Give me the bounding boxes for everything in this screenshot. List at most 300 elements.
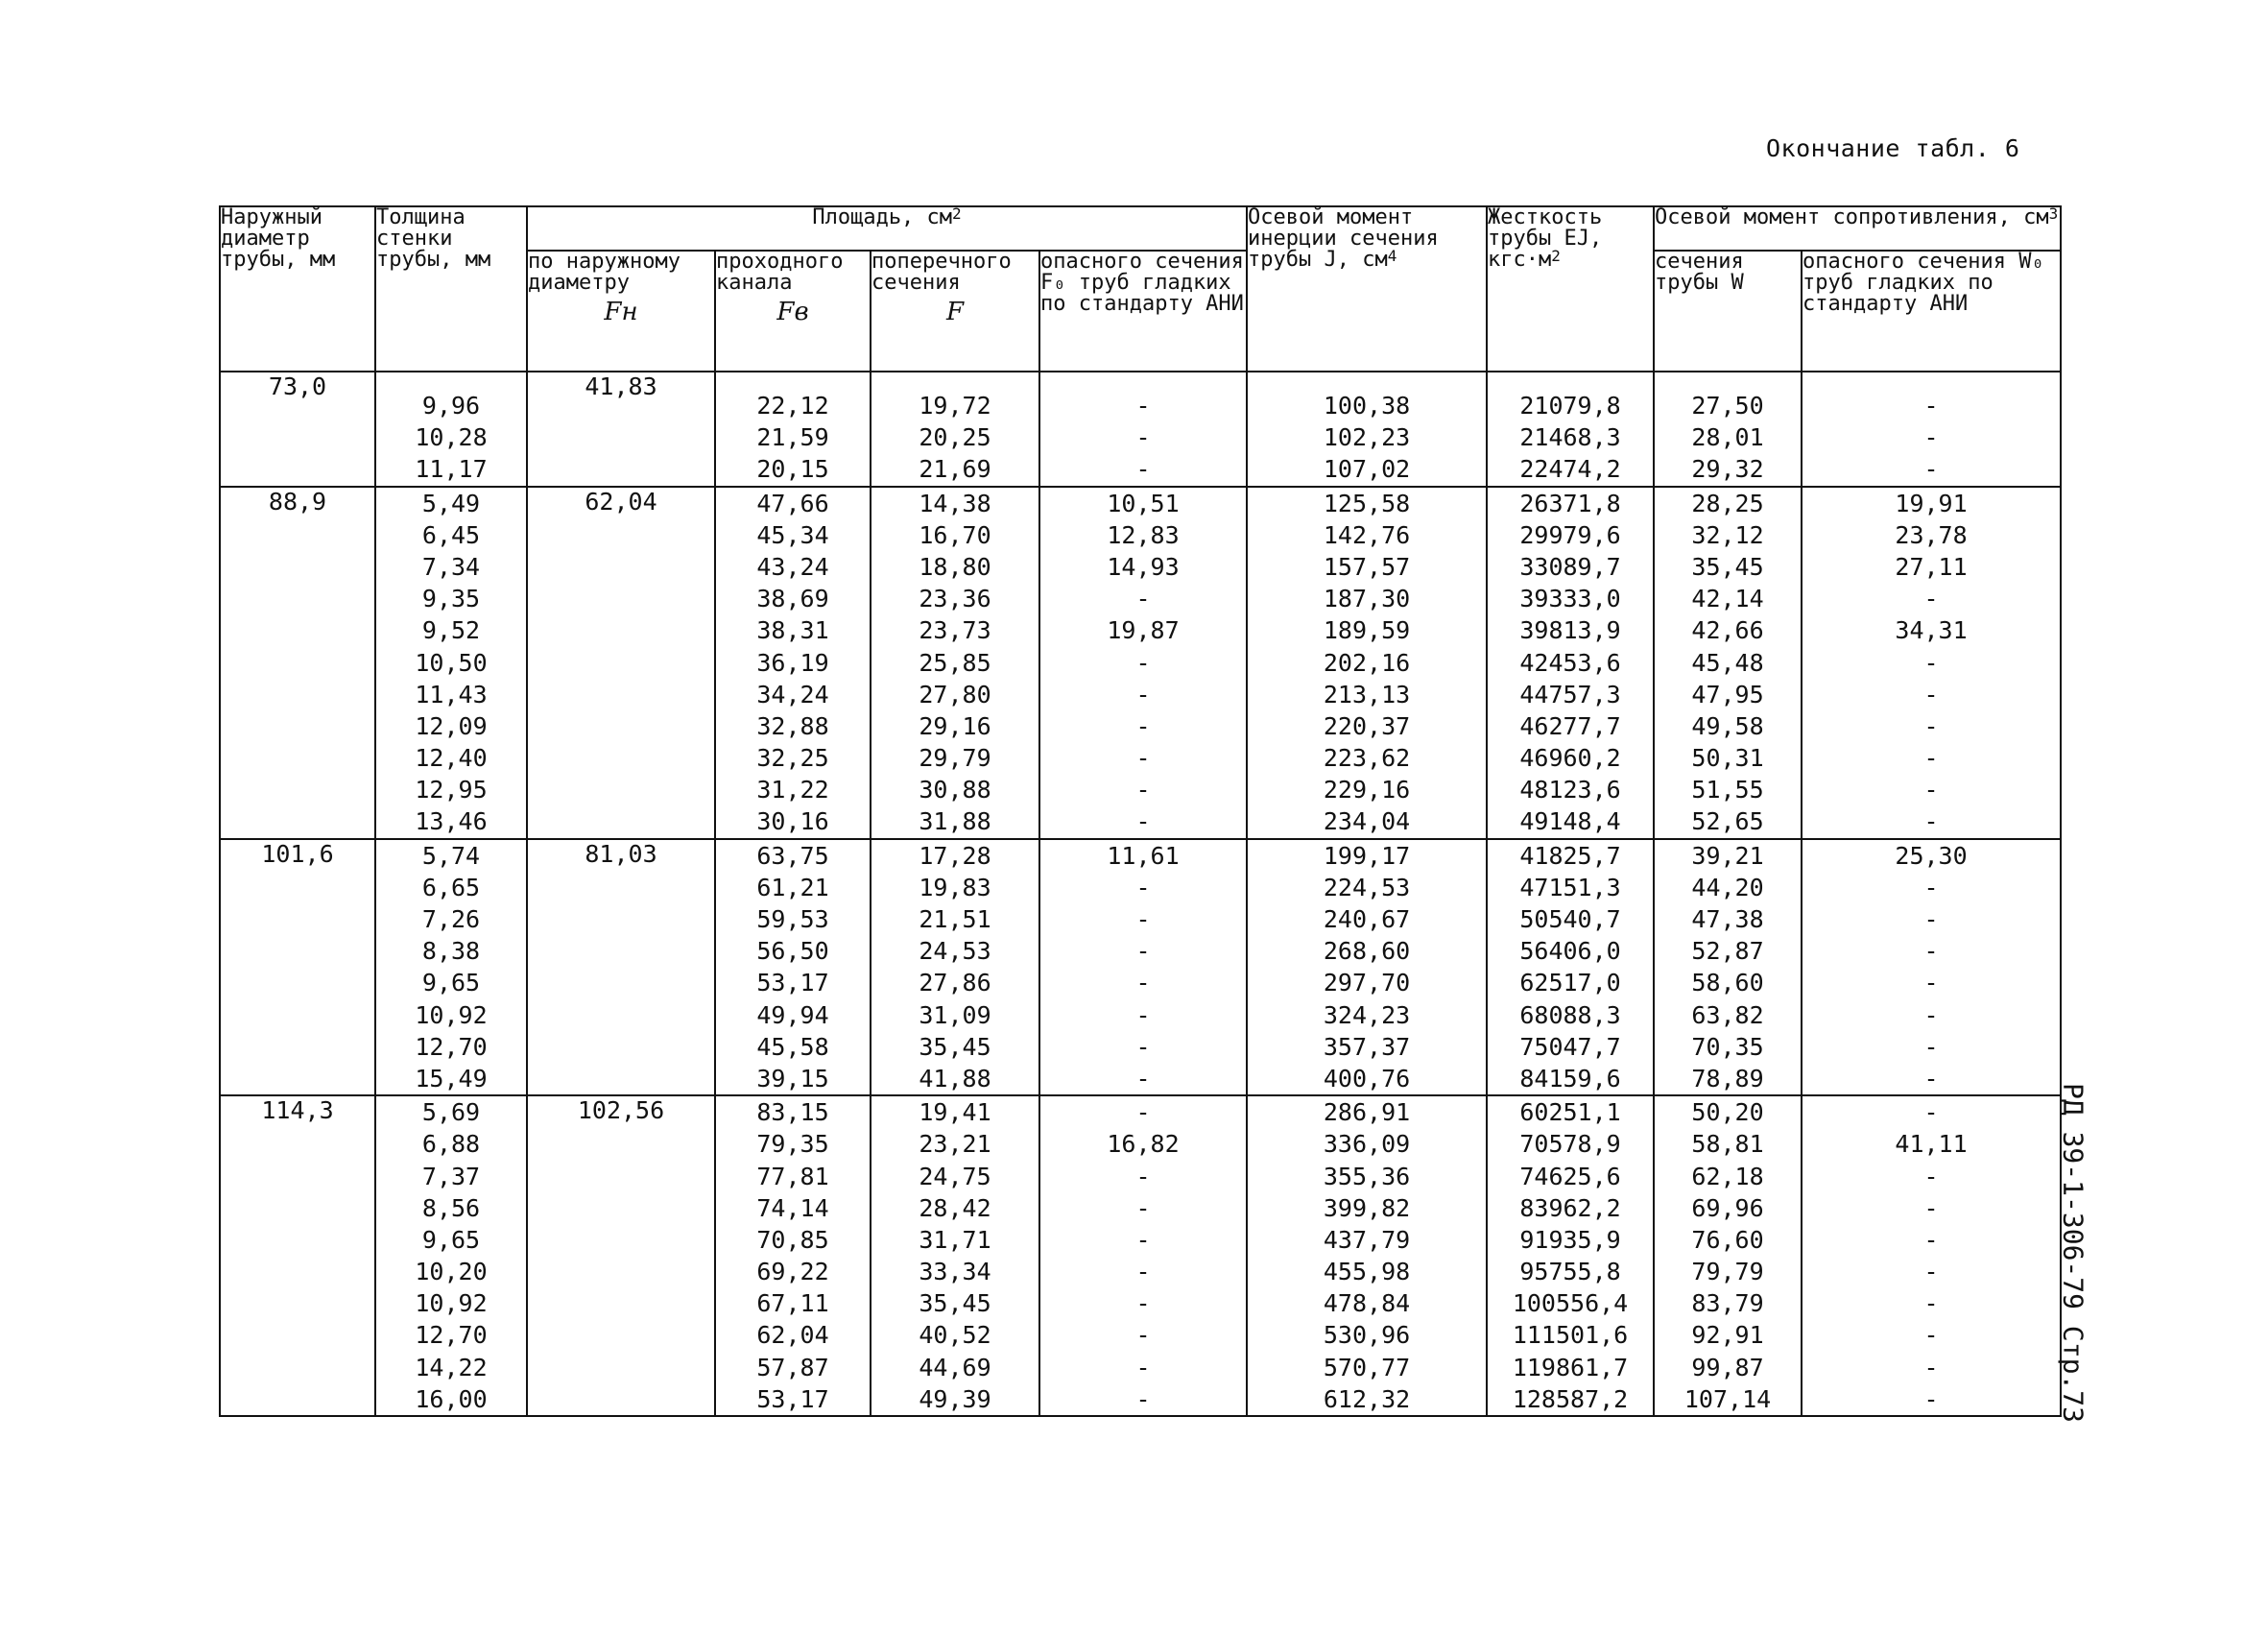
value-cell: 19,91 [1895,489,1968,517]
value-cell: 26371,8 [1519,489,1621,517]
value-cell: - [1923,905,1939,933]
value-cell: - [1135,1258,1151,1286]
value-cell: 240,67 [1323,905,1411,933]
f-list [871,1095,1039,1416]
value-cell: 58,81 [1691,1130,1764,1159]
value-cell: - [1923,1353,1939,1381]
value-cell: 75047,7 [1519,1032,1621,1061]
value-cell: 355,36 [1323,1162,1411,1190]
value-cell: - [1923,1384,1939,1413]
value-cell: 34,24 [756,680,829,708]
pipe-group-row [220,1095,2061,1416]
fb-list [715,839,871,1096]
value-cell: 49,58 [1691,711,1764,740]
value-cell: 297,70 [1323,969,1411,997]
value-cell: - [1135,1353,1151,1381]
value-cell: 31,88 [919,807,991,836]
j-list [1247,839,1487,1096]
value-cell: 77,81 [756,1162,829,1190]
value-cell: 47,38 [1691,905,1764,933]
value-cell: 69,96 [1691,1193,1764,1222]
value-cell: 76,60 [1691,1225,1764,1254]
j-list [1247,372,1487,487]
value-cell: 41,11 [1895,1130,1968,1159]
value-cell: 29,16 [919,711,991,740]
value-cell: 38,31 [756,616,829,645]
value-cell: 13,46 [415,807,488,836]
value-cell: - [1135,744,1151,773]
value-cell: 111501,6 [1512,1321,1629,1350]
value-cell: 39333,0 [1519,585,1621,613]
value-cell: 7,37 [421,1162,481,1190]
value-cell: 56406,0 [1519,937,1621,966]
value-cell: 15,49 [415,1064,488,1093]
value-cell: 9,35 [421,585,481,613]
value-cell: 213,13 [1323,680,1411,708]
value-cell: 6,88 [421,1130,481,1159]
value-cell: 53,17 [756,969,829,997]
value-cell: - [1135,1098,1151,1127]
wall-list [375,372,527,487]
value-cell: - [1135,1000,1151,1029]
value-cell: 46960,2 [1519,744,1621,773]
value-cell: 30,16 [756,807,829,836]
value-cell: - [1923,1289,1939,1318]
value-cell: 119861,7 [1512,1353,1629,1381]
header-area-group: Площадь, $см^2$ [527,206,1247,251]
value-cell: 45,58 [756,1032,829,1061]
value-cell: - [1923,1098,1939,1127]
value-cell: - [1923,455,1939,484]
value-cell: 107,14 [1683,1384,1772,1413]
value-cell: 12,09 [415,711,488,740]
area-outer-cell: 41,83 [527,372,715,487]
value-cell: - [1135,423,1151,452]
f-list [871,372,1039,487]
w-list [1654,372,1802,487]
ej-list [1487,1095,1654,1416]
value-cell: 18,80 [919,552,991,581]
value-cell: - [1135,1162,1151,1190]
value-cell: 24,75 [919,1162,991,1190]
value-cell: 42453,6 [1519,648,1621,677]
value-cell: 22474,2 [1519,455,1621,484]
value-cell: 21079,8 [1519,392,1621,420]
value-cell: 49148,4 [1519,807,1621,836]
value-cell: - [1923,392,1939,420]
value-cell: 29,79 [919,744,991,773]
value-cell: 12,40 [415,744,488,773]
value-cell: 21,69 [919,455,991,484]
value-cell: 357,37 [1323,1032,1411,1061]
value-cell: 10,92 [415,1000,488,1029]
value-cell: 34,31 [1895,616,1968,645]
value-cell: 100556,4 [1512,1289,1629,1318]
value-cell: 52,87 [1691,937,1764,966]
value-cell: 530,96 [1323,1321,1411,1350]
value-cell: 16,82 [1107,1130,1180,1159]
value-cell: 324,23 [1323,1000,1411,1029]
value-cell: 32,25 [756,744,829,773]
fb-list [715,1095,871,1416]
value-cell: 220,37 [1323,711,1411,740]
value-cell: 69,22 [756,1258,829,1286]
value-cell: 28,42 [919,1193,991,1222]
value-cell: 142,76 [1323,520,1411,549]
value-cell: 570,77 [1323,1353,1411,1381]
value-cell: 10,28 [415,423,488,452]
value-cell: 27,11 [1895,552,1968,581]
value-cell: 6,45 [421,520,481,549]
value-cell: 9,52 [421,616,481,645]
wall-list [375,487,527,839]
wall-list [375,1095,527,1416]
value-cell: 187,30 [1323,585,1411,613]
outer-diameter-cell: 101,6 [220,839,375,1096]
value-cell: 9,65 [421,1225,481,1254]
value-cell: - [1923,1000,1939,1029]
value-cell: 48123,6 [1519,776,1621,804]
value-cell: 9,96 [421,392,481,420]
area-outer-cell: 102,56 [527,1095,715,1416]
pipe-group-row [220,487,2061,839]
value-cell: 20,25 [919,423,991,452]
value-cell: 50540,7 [1519,905,1621,933]
value-cell: 31,71 [919,1225,991,1254]
value-cell: 107,02 [1323,455,1411,484]
value-cell: 11,61 [1107,841,1180,870]
value-cell: 25,30 [1895,841,1968,870]
value-cell: 39,15 [756,1064,829,1093]
value-cell: 35,45 [919,1289,991,1318]
value-cell: - [1923,776,1939,804]
value-cell: 70,85 [756,1225,829,1254]
value-cell: 78,89 [1691,1064,1764,1093]
value-cell: 83,15 [756,1098,829,1127]
value-cell: 27,80 [919,680,991,708]
value-cell: 32,88 [756,711,829,740]
value-cell: 31,22 [756,776,829,804]
value-cell: 12,95 [415,776,488,804]
value-cell: - [1923,648,1939,677]
value-cell: 79,35 [756,1130,829,1159]
value-cell: - [1923,1064,1939,1093]
value-cell: 47151,3 [1519,873,1621,901]
value-cell: 70578,9 [1519,1130,1621,1159]
value-cell: 29,32 [1691,455,1764,484]
value-cell: 23,21 [919,1130,991,1159]
ej-list [1487,839,1654,1096]
value-cell: 45,34 [756,520,829,549]
value-cell: 56,50 [756,937,829,966]
value-cell: 74625,6 [1519,1162,1621,1190]
value-cell: 47,66 [756,489,829,517]
value-cell: - [1135,648,1151,677]
value-cell: 22,12 [756,392,829,420]
value-cell: 234,04 [1323,807,1411,836]
value-cell: 19,72 [919,392,991,420]
value-cell: 44,69 [919,1353,991,1381]
value-cell: 62,18 [1691,1162,1764,1190]
value-cell: 224,53 [1323,873,1411,901]
value-cell: - [1135,392,1151,420]
value-cell: - [1923,969,1939,997]
value-cell: 43,24 [756,552,829,581]
value-cell: 478,84 [1323,1289,1411,1318]
value-cell: - [1923,1225,1939,1254]
value-cell: 35,45 [919,1032,991,1061]
value-cell: 24,53 [919,937,991,966]
wall-list [375,839,527,1096]
value-cell: 10,92 [415,1289,488,1318]
value-cell: 223,62 [1323,744,1411,773]
value-cell: 14,22 [415,1353,488,1381]
value-cell: 41825,7 [1519,841,1621,870]
value-cell: - [1135,937,1151,966]
value-cell: 8,38 [421,937,481,966]
value-cell: 399,82 [1323,1193,1411,1222]
value-cell: - [1135,680,1151,708]
value-cell: 8,56 [421,1193,481,1222]
value-cell: 286,91 [1323,1098,1411,1127]
value-cell: 20,15 [756,455,829,484]
w0-list [1802,1095,2061,1416]
f-list [871,839,1039,1096]
f0-list [1039,372,1247,487]
value-cell: 47,95 [1691,680,1764,708]
w-list [1654,839,1802,1096]
value-cell: - [1923,711,1939,740]
value-cell: 7,34 [421,552,481,581]
area-outer-cell: 81,03 [527,839,715,1096]
value-cell: - [1923,1321,1939,1350]
value-cell: 74,14 [756,1193,829,1222]
value-cell: 14,38 [919,489,991,517]
j-list [1247,1095,1487,1416]
fb-list [715,372,871,487]
value-cell: - [1135,1289,1151,1318]
value-cell: 39,21 [1691,841,1764,870]
value-cell: 21468,3 [1519,423,1621,452]
header-area-outer: по наружному диаметру Fн [527,251,715,372]
value-cell: 70,35 [1691,1032,1764,1061]
value-cell: - [1135,807,1151,836]
value-cell: - [1923,1162,1939,1190]
value-cell: - [1923,1032,1939,1061]
value-cell: 14,93 [1107,552,1180,581]
value-cell: 100,38 [1323,392,1411,420]
value-cell: 83962,2 [1519,1193,1621,1222]
value-cell: 10,51 [1107,489,1180,517]
value-cell: 7,26 [421,905,481,933]
ej-list [1487,372,1654,487]
value-cell: 23,78 [1895,520,1968,549]
value-cell: 25,85 [919,648,991,677]
w-list [1654,487,1802,839]
value-cell: - [1923,585,1939,613]
value-cell: 400,76 [1323,1064,1411,1093]
value-cell: 33089,7 [1519,552,1621,581]
value-cell: 10,20 [415,1258,488,1286]
value-cell: 16,70 [919,520,991,549]
value-cell: 12,70 [415,1321,488,1350]
value-cell: 52,65 [1691,807,1764,836]
value-cell: 102,23 [1323,423,1411,452]
value-cell: 42,66 [1691,616,1764,645]
value-cell: 58,60 [1691,969,1764,997]
value-cell: 92,91 [1691,1321,1764,1350]
value-cell: 45,48 [1691,648,1764,677]
value-cell: 12,70 [415,1032,488,1061]
value-cell: - [1135,585,1151,613]
table-body [220,372,2061,1416]
header-area-cross: поперечного сечения F [871,251,1039,372]
value-cell: 19,87 [1107,616,1180,645]
outer-diameter-cell: 114,3 [220,1095,375,1416]
value-cell: 19,41 [919,1098,991,1127]
value-cell: 27,50 [1691,392,1764,420]
header-area-danger: опасного сечения F₀ труб гладких по стандарту АНИ [1039,251,1247,372]
value-cell: 229,16 [1323,776,1411,804]
f0-list [1039,487,1247,839]
value-cell: 62517,0 [1519,969,1621,997]
value-cell: 63,75 [756,841,829,870]
pipe-properties-table [219,205,2062,1417]
value-cell: 19,83 [919,873,991,901]
value-cell: 27,86 [919,969,991,997]
value-cell: 42,14 [1691,585,1764,613]
header-resist-section: сечения трубы W [1654,251,1802,372]
value-cell: 30,88 [919,776,991,804]
value-cell: 36,19 [756,648,829,677]
value-cell: - [1135,711,1151,740]
value-cell: 95755,8 [1519,1258,1621,1286]
value-cell: - [1135,1225,1151,1254]
value-cell: 437,79 [1323,1225,1411,1254]
value-cell: - [1135,969,1151,997]
value-cell: 128587,2 [1512,1384,1629,1413]
header-wall-thickness: Толщина стенки трубы, мм [375,206,527,372]
value-cell: 202,16 [1323,648,1411,677]
header-area-channel: проходного канала Fв [715,251,871,372]
value-cell: 23,73 [919,616,991,645]
value-cell: 9,65 [421,969,481,997]
value-cell: 17,28 [919,841,991,870]
value-cell: 612,32 [1323,1384,1411,1413]
w-list [1654,1095,1802,1416]
value-cell: 125,58 [1323,489,1411,517]
value-cell: 336,09 [1323,1130,1411,1159]
value-cell: 50,20 [1691,1098,1764,1127]
value-cell: 44,20 [1691,873,1764,901]
value-cell: 11,17 [415,455,488,484]
value-cell: 6,65 [421,873,481,901]
header-inertia: Осевой момент инерции сечения трубы J, $см^4$ [1247,206,1487,372]
pipe-group-row [220,839,2061,1096]
value-cell: 40,52 [919,1321,991,1350]
value-cell: - [1135,455,1151,484]
value-cell: - [1135,1032,1151,1061]
value-cell: 60251,1 [1519,1098,1621,1127]
value-cell: - [1135,873,1151,901]
value-cell: 5,74 [421,841,481,870]
w0-list [1802,372,2061,487]
value-cell: 16,00 [415,1384,488,1413]
value-cell: 46277,7 [1519,711,1621,740]
value-cell: - [1135,1064,1151,1093]
value-cell: 32,12 [1691,520,1764,549]
value-cell: 12,83 [1107,520,1180,549]
value-cell: 51,55 [1691,776,1764,804]
area-outer-cell: 62,04 [527,487,715,839]
value-cell: - [1923,937,1939,966]
value-cell: 455,98 [1323,1258,1411,1286]
value-cell: - [1135,1384,1151,1413]
value-cell: 62,04 [756,1321,829,1350]
value-cell: 91935,9 [1519,1225,1621,1254]
value-cell: 11,43 [415,680,488,708]
value-cell: 63,82 [1691,1000,1764,1029]
outer-diameter-cell: 73,0 [220,372,375,487]
value-cell: - [1923,1258,1939,1286]
value-cell: 84159,6 [1519,1064,1621,1093]
value-cell: 31,09 [919,1000,991,1029]
value-cell: 21,51 [919,905,991,933]
value-cell: - [1923,807,1939,836]
value-cell: 49,94 [756,1000,829,1029]
value-cell: 67,11 [756,1289,829,1318]
value-cell: 49,39 [919,1384,991,1413]
value-cell: 35,45 [1691,552,1764,581]
f-list [871,487,1039,839]
value-cell: 39813,9 [1519,616,1621,645]
value-cell: - [1135,1193,1151,1222]
value-cell: 83,79 [1691,1289,1764,1318]
f0-list [1039,1095,1247,1416]
value-cell: - [1923,873,1939,901]
header-stiffness: Жесткость трубы EJ, $кгс\cdot м^2$ [1487,206,1654,372]
table-caption: Окончание табл. 6 [1766,134,2020,162]
j-list [1247,487,1487,839]
value-cell: 50,31 [1691,744,1764,773]
value-cell: 79,79 [1691,1258,1764,1286]
value-cell: 28,01 [1691,423,1764,452]
value-cell: 199,17 [1323,841,1411,870]
value-cell: 28,25 [1691,489,1764,517]
document-side-label: РД 39-1-306-79 Стр.73 [2057,1082,2089,1424]
fb-list [715,487,871,839]
value-cell: - [1135,776,1151,804]
value-cell: - [1923,744,1939,773]
value-cell: 68088,3 [1519,1000,1621,1029]
header-resistance-group: Осевой момент сопротивления, $см^3$ [1654,206,2061,251]
value-cell: 268,60 [1323,937,1411,966]
value-cell: 57,87 [756,1353,829,1381]
w0-list [1802,839,2061,1096]
w0-list [1802,487,2061,839]
value-cell: - [1923,680,1939,708]
value-cell: 44757,3 [1519,680,1621,708]
value-cell: 38,69 [756,585,829,613]
value-cell: - [1923,1193,1939,1222]
value-cell: 23,36 [919,585,991,613]
f0-list [1039,839,1247,1096]
value-cell: 99,87 [1691,1353,1764,1381]
value-cell: 157,57 [1323,552,1411,581]
value-cell: 41,88 [919,1064,991,1093]
value-cell: 61,21 [756,873,829,901]
value-cell: - [1135,1321,1151,1350]
